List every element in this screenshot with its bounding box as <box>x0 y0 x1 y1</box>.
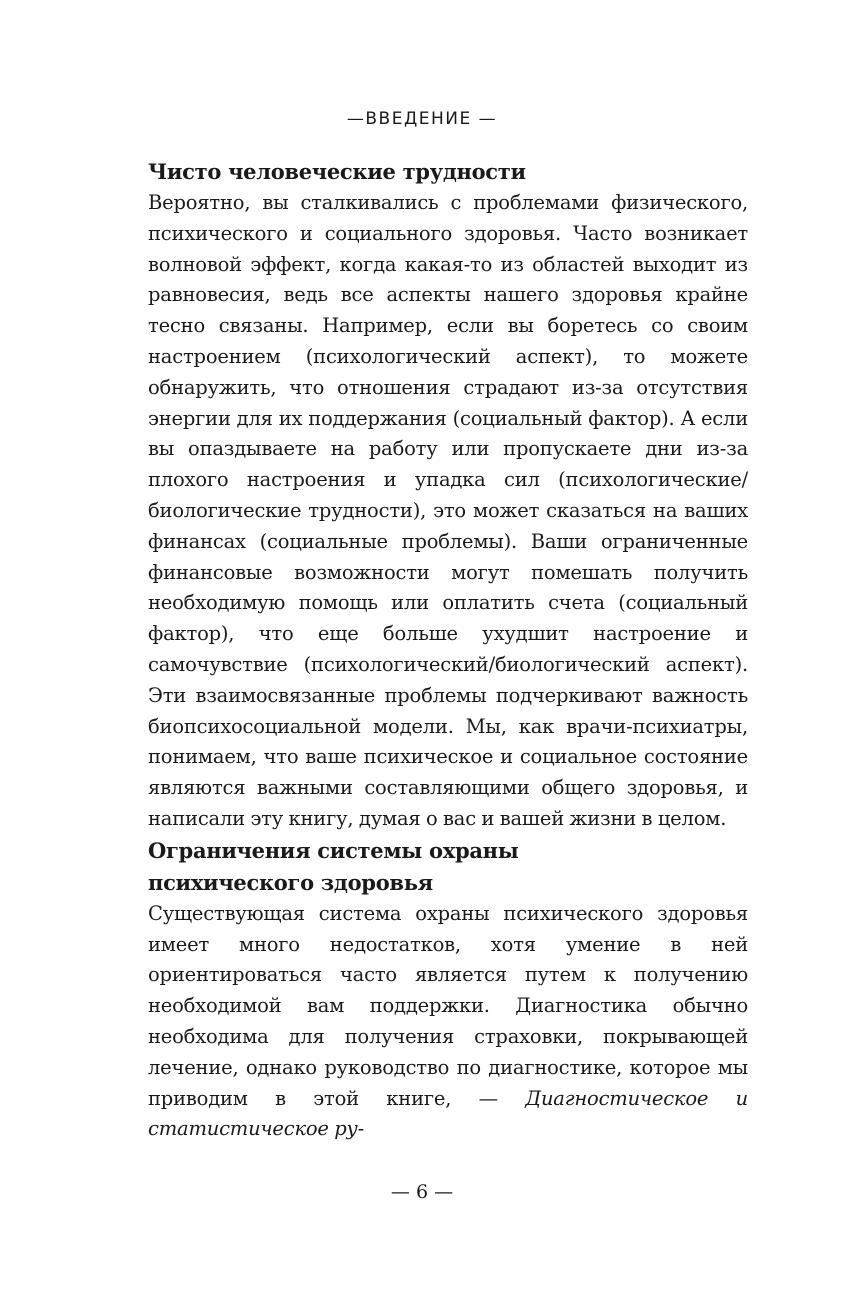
section-heading-system-limitations: Ограничения системы охраны психического здоровья <box>148 837 519 895</box>
paragraph-italic-book-title: Диагностическое и статистическое ру- <box>148 1086 748 1141</box>
section-heading-human-difficulties: Чисто человеческие трудности <box>148 159 526 184</box>
body-paragraph-system-limitations <box>148 899 748 1145</box>
page-number: — 6 — <box>390 1181 454 1203</box>
page-content <box>148 156 748 1145</box>
running-head: —ВВЕДЕНИЕ — <box>346 109 498 129</box>
body-paragraph-human-difficulties: Вероятно, вы сталкивались с проблемами физического, психического и социального здоровья. Часто возникает волновой эффект, когда какая-то из областей выходит из равновесия, ведь все аспекты нашего здоровья крайне тесно связаны. Например, если вы боретесь со своим настроением (психологический аспект), то можете обнаружить, что отношения страдают из-за отсутствия энергии для их поддержания (социальный фактор). А если вы опаздываете на работу или пропускаете дни из-за плохого настроения и упадка сил (психологические/биологические трудности), это может сказаться на ваших финансах (социальные проблемы). Ваши ограниченные финансовые возможности могут помешать получить необходимую помощь или оплатить счета (социальный фактор), что еще больше ухудшит настроение и самочувствие (психологический/биологический аспект). Эти взаимосвязанные проблемы подчеркивают важность биопсихосоциальной модели. Мы, как врачи-психиатры, понимаем, что ваше психическое и социальное состояние являются важными составляющими общего здоровья, и написали эту книгу, думая о вас и вашей жизни в целом. <box>148 191 748 830</box>
paragraph-regular-text: Существующая система охраны психического здоровья имеет много недостатков, хотя умение в ней ориентироваться часто является путем к получению необходимой вам поддержки. Диагностика обычно необходима для получения страховки, покрывающей лечение, однако руководство по диагностике, которое мы приводим в этой книге, — <box>148 901 748 1110</box>
